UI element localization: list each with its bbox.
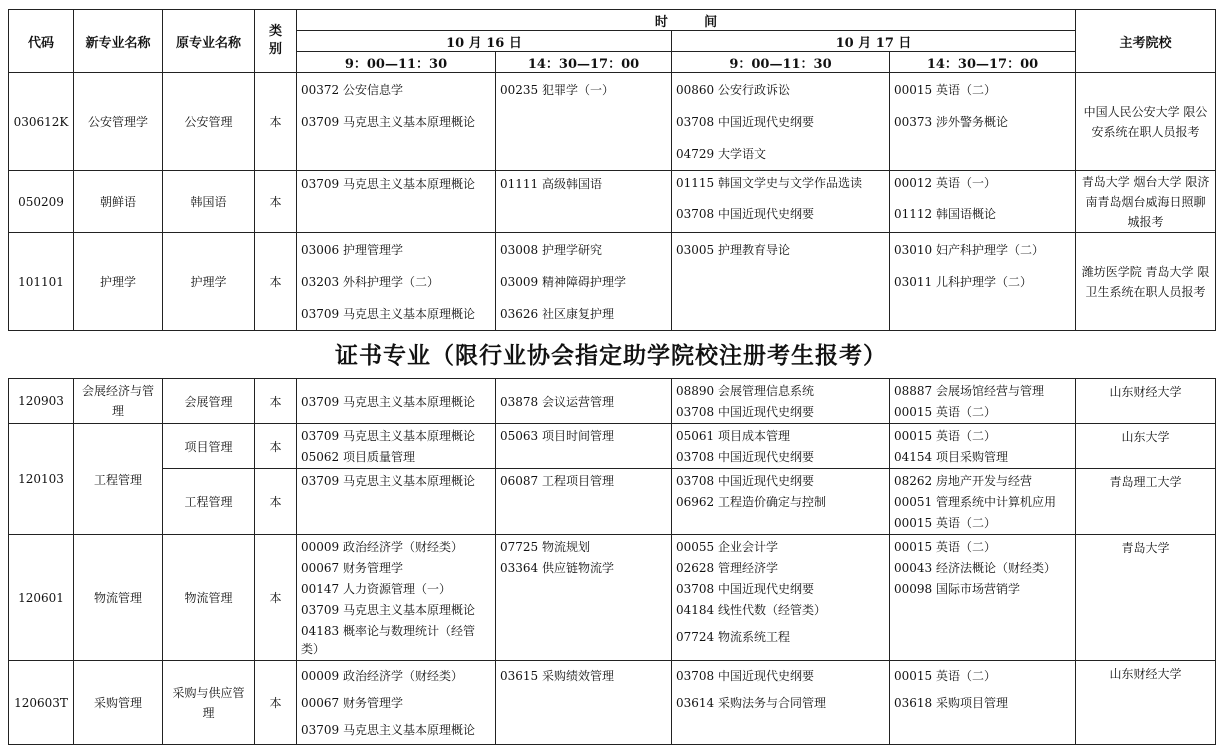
- header-old-major: 原专业名称: [163, 10, 255, 73]
- cell-oct17-morning: [672, 233, 890, 331]
- exam-subject: 00015 英语（二）: [894, 405, 996, 419]
- exam-subject: 04184 线性代数（经管类）: [676, 603, 826, 617]
- exam-subject: 03618 采购项目管理: [894, 696, 1008, 710]
- exam-subject: 03878 会议运营管理: [500, 394, 614, 409]
- exam-subject: 00147 人力资源管理（一）: [301, 582, 451, 596]
- cell-code: 101101: [9, 233, 74, 331]
- exam-subject: 03708 中国近现代史纲要: [676, 405, 814, 419]
- exam-subject: 01115 韩国文学史与文学作品选读: [676, 176, 862, 190]
- exam-subject: 03011 儿科护理学（二）: [894, 275, 1032, 289]
- cell-category: 本: [255, 171, 297, 233]
- cell-oct16-afternoon: [496, 379, 672, 424]
- cell-school: 青岛大学 烟台大学 限济南青岛烟台威海日照聊城报考: [1076, 171, 1216, 233]
- table-row: [9, 469, 1216, 535]
- exam-subject: 00009 政治经济学（财经类）: [301, 540, 463, 554]
- cell-new-major: 会展经济与管理: [74, 379, 163, 424]
- header-session-morning: 9：00—11：30: [297, 52, 496, 73]
- exam-subject: 01111 高级韩国语: [500, 177, 602, 191]
- exam-subject: 00015 英语（二）: [894, 669, 996, 683]
- cell-category: 本: [255, 535, 297, 661]
- exam-subject: 00860 公安行政诉讼: [676, 83, 790, 97]
- exam-subject: 00012 英语（一）: [894, 176, 996, 190]
- cell-old-major: 韩国语: [163, 171, 255, 233]
- exam-subject: 03709 马克思主义基本原理概论: [301, 474, 475, 488]
- exam-subject: 00015 英语（二）: [894, 540, 996, 554]
- cell-old-major: 物流管理: [163, 535, 255, 661]
- cell-code: 120603T: [9, 661, 74, 745]
- exam-subject: 00015 英语（二）: [894, 83, 996, 97]
- table-row: [9, 233, 1216, 331]
- table-row: [9, 424, 1216, 469]
- exam-subject: 05061 项目成本管理: [676, 429, 790, 443]
- cell-oct16-morning: [297, 535, 496, 661]
- cell-old-major: 项目管理: [163, 424, 255, 469]
- exam-subject: 03006 护理管理学: [301, 243, 403, 257]
- header-time: 时 间: [297, 10, 1076, 31]
- cell-oct17-afternoon: [890, 379, 1076, 424]
- cell-oct16-afternoon: [496, 469, 672, 535]
- cell-category: 本: [255, 379, 297, 424]
- exam-subject: 04154 项目采购管理: [894, 450, 1008, 464]
- cell-oct17-afternoon: [890, 73, 1076, 171]
- header-day-oct17: 10 月 17 日: [672, 31, 1076, 52]
- exam-subject: 03626 社区康复护理: [500, 307, 614, 321]
- section-title: 证书专业（限行业协会指定助学院校注册考生报考）: [335, 342, 887, 369]
- exam-subject: 08890 会展管理信息系统: [676, 384, 814, 398]
- exam-subject: 03709 马克思主义基本原理概论: [301, 115, 475, 129]
- cell-category: 本: [255, 469, 297, 535]
- exam-subject: 03005 护理教育导论: [676, 243, 790, 257]
- cell-oct17-afternoon: [890, 171, 1076, 233]
- table-row: [9, 661, 1216, 745]
- certificate-major-table: [8, 378, 1216, 745]
- exam-subject: 03709 马克思主义基本原理概论: [301, 307, 475, 321]
- exam-subject: 03709 马克思主义基本原理概论: [301, 177, 475, 191]
- exam-subject: 08262 房地产开发与经营: [894, 474, 1032, 488]
- exam-subject: 00067 财务管理学: [301, 561, 403, 575]
- header-category: 类别: [255, 10, 297, 73]
- exam-subject: 03709 马克思主义基本原理概论: [301, 723, 475, 737]
- cell-category: 本: [255, 424, 297, 469]
- exam-subject: 06962 工程造价确定与控制: [676, 495, 826, 509]
- exam-subject: 00015 英语（二）: [894, 429, 996, 443]
- exam-subject: 00009 政治经济学（财经类）: [301, 669, 463, 683]
- cell-code: 120103: [9, 424, 74, 535]
- cell-oct17-afternoon: [890, 424, 1076, 469]
- cell-school: 青岛大学: [1076, 535, 1216, 661]
- exam-subject: 01112 韩国语概论: [894, 207, 996, 221]
- exam-subject: 07724 物流系统工程: [676, 630, 790, 644]
- cell-oct17-morning: [672, 73, 890, 171]
- cell-oct16-afternoon: [496, 661, 672, 745]
- exam-subject: 02628 管理经济学: [676, 561, 778, 575]
- exam-subject: 00043 经济法概论（财经类）: [894, 561, 1056, 575]
- exam-subject: 03708 中国近现代史纲要: [676, 474, 814, 488]
- exam-subject: 03708 中国近现代史纲要: [676, 669, 814, 683]
- exam-subject: 03008 护理学研究: [500, 243, 602, 257]
- exam-subject: 03009 精神障碍护理学: [500, 275, 626, 289]
- cell-oct17-afternoon: [890, 661, 1076, 745]
- cell-oct16-morning: [297, 379, 496, 424]
- header-session-afternoon: 14：30—17：00: [496, 52, 672, 73]
- header-code: 代码: [9, 10, 74, 73]
- cell-new-major: 物流管理: [74, 535, 163, 661]
- exam-subject: 05063 项目时间管理: [500, 429, 614, 443]
- cell-oct17-afternoon: [890, 469, 1076, 535]
- cell-school: 潍坊医学院 青岛大学 限卫生系统在职人员报考: [1076, 233, 1216, 331]
- cell-oct17-morning: [672, 379, 890, 424]
- cell-category: 本: [255, 73, 297, 171]
- exam-subject: 08887 会展场馆经营与管理: [894, 384, 1044, 398]
- cell-oct16-afternoon: [496, 535, 672, 661]
- cell-oct17-morning: [672, 535, 890, 661]
- cell-oct16-morning: [297, 73, 496, 171]
- cell-new-major: 护理学: [74, 233, 163, 331]
- table-row: [9, 379, 1216, 424]
- table-row: [9, 535, 1216, 661]
- cell-oct16-afternoon: [496, 73, 672, 171]
- cell-code: 030612K: [9, 73, 74, 171]
- exam-subject: 00015 英语（二）: [894, 516, 996, 530]
- cell-old-major: 采购与供应管理: [163, 661, 255, 745]
- exam-subject: 03708 中国近现代史纲要: [676, 582, 814, 596]
- cell-code: 120601: [9, 535, 74, 661]
- cell-oct17-morning: [672, 469, 890, 535]
- exam-subject: 00372 公安信息学: [301, 83, 403, 97]
- exam-subject: 04729 大学语文: [676, 147, 766, 161]
- cell-oct16-afternoon: [496, 424, 672, 469]
- exam-subject: 03010 妇产科护理学（二）: [894, 243, 1044, 257]
- exam-subject: 03709 马克思主义基本原理概论: [301, 603, 475, 617]
- exam-subject: 03709 马克思主义基本原理概论: [301, 429, 475, 443]
- cell-oct17-morning: [672, 171, 890, 233]
- cell-new-major: 朝鲜语: [74, 171, 163, 233]
- exam-subject: 00055 企业会计学: [676, 540, 778, 554]
- cell-school: 山东财经大学: [1076, 661, 1216, 745]
- cell-oct17-morning: [672, 424, 890, 469]
- table-row: [9, 73, 1216, 171]
- table-row: [9, 171, 1216, 233]
- header-session-afternoon: 14：30—17：00: [890, 52, 1076, 73]
- exam-subject: 03615 采购绩效管理: [500, 669, 614, 683]
- exam-subject: 00051 管理系统中计算机应用: [894, 495, 1056, 509]
- exam-subject: 00235 犯罪学（一）: [500, 83, 614, 97]
- exam-subject: 00067 财务管理学: [301, 696, 403, 710]
- header-session-morning: 9：00—11：30: [672, 52, 890, 73]
- exam-subject: 03709 马克思主义基本原理概论: [301, 394, 475, 409]
- cell-oct16-afternoon: [496, 171, 672, 233]
- cell-oct16-morning: [297, 661, 496, 745]
- cell-oct16-morning: [297, 171, 496, 233]
- cell-oct17-afternoon: [890, 535, 1076, 661]
- exam-subject: 00373 涉外警务概论: [894, 115, 1008, 129]
- exam-schedule-table: [8, 9, 1216, 331]
- cell-new-major: 公安管理学: [74, 73, 163, 171]
- exam-subject: 07725 物流规划: [500, 540, 590, 554]
- cell-oct16-morning: [297, 469, 496, 535]
- exam-subject: 03364 供应链物流学: [500, 561, 614, 575]
- exam-subject: 03708 中国近现代史纲要: [676, 450, 814, 464]
- cell-category: 本: [255, 233, 297, 331]
- cell-old-major: 会展管理: [163, 379, 255, 424]
- cell-oct17-morning: [672, 661, 890, 745]
- exam-subject: 类）: [301, 642, 326, 656]
- cell-school: 青岛理工大学: [1076, 469, 1216, 535]
- cell-code: 050209: [9, 171, 74, 233]
- cell-category: 本: [255, 661, 297, 745]
- exam-subject: 06087 工程项目管理: [500, 474, 614, 488]
- cell-school: 山东大学: [1076, 424, 1216, 469]
- exam-subject: 03708 中国近现代史纲要: [676, 115, 814, 129]
- cell-old-major: 护理学: [163, 233, 255, 331]
- header-school: 主考院校: [1076, 10, 1216, 73]
- exam-subject: 03614 采购法务与合同管理: [676, 696, 826, 710]
- exam-subject: 05062 项目质量管理: [301, 450, 415, 464]
- header-day-oct16: 10 月 16 日: [297, 31, 672, 52]
- cell-new-major: 采购管理: [74, 661, 163, 745]
- cell-code: 120903: [9, 379, 74, 424]
- cell-school: 山东财经大学: [1076, 379, 1216, 424]
- cell-oct16-morning: [297, 424, 496, 469]
- exam-subject: 00098 国际市场营销学: [894, 582, 1020, 596]
- cell-old-major: 工程管理: [163, 469, 255, 535]
- exam-subject: 03203 外科护理学（二）: [301, 275, 439, 289]
- exam-subject: 04183 概率论与数理统计（经管: [301, 624, 475, 638]
- cell-oct16-afternoon: [496, 233, 672, 331]
- exam-subject: 03708 中国近现代史纲要: [676, 207, 814, 221]
- cell-oct17-afternoon: [890, 233, 1076, 331]
- header-new-major: 新专业名称: [74, 10, 163, 73]
- cell-new-major: 工程管理: [74, 424, 163, 535]
- cell-school: 中国人民公安大学 限公安系统在职人员报考: [1076, 73, 1216, 171]
- cell-old-major: 公安管理: [163, 73, 255, 171]
- cell-oct16-morning: [297, 233, 496, 331]
